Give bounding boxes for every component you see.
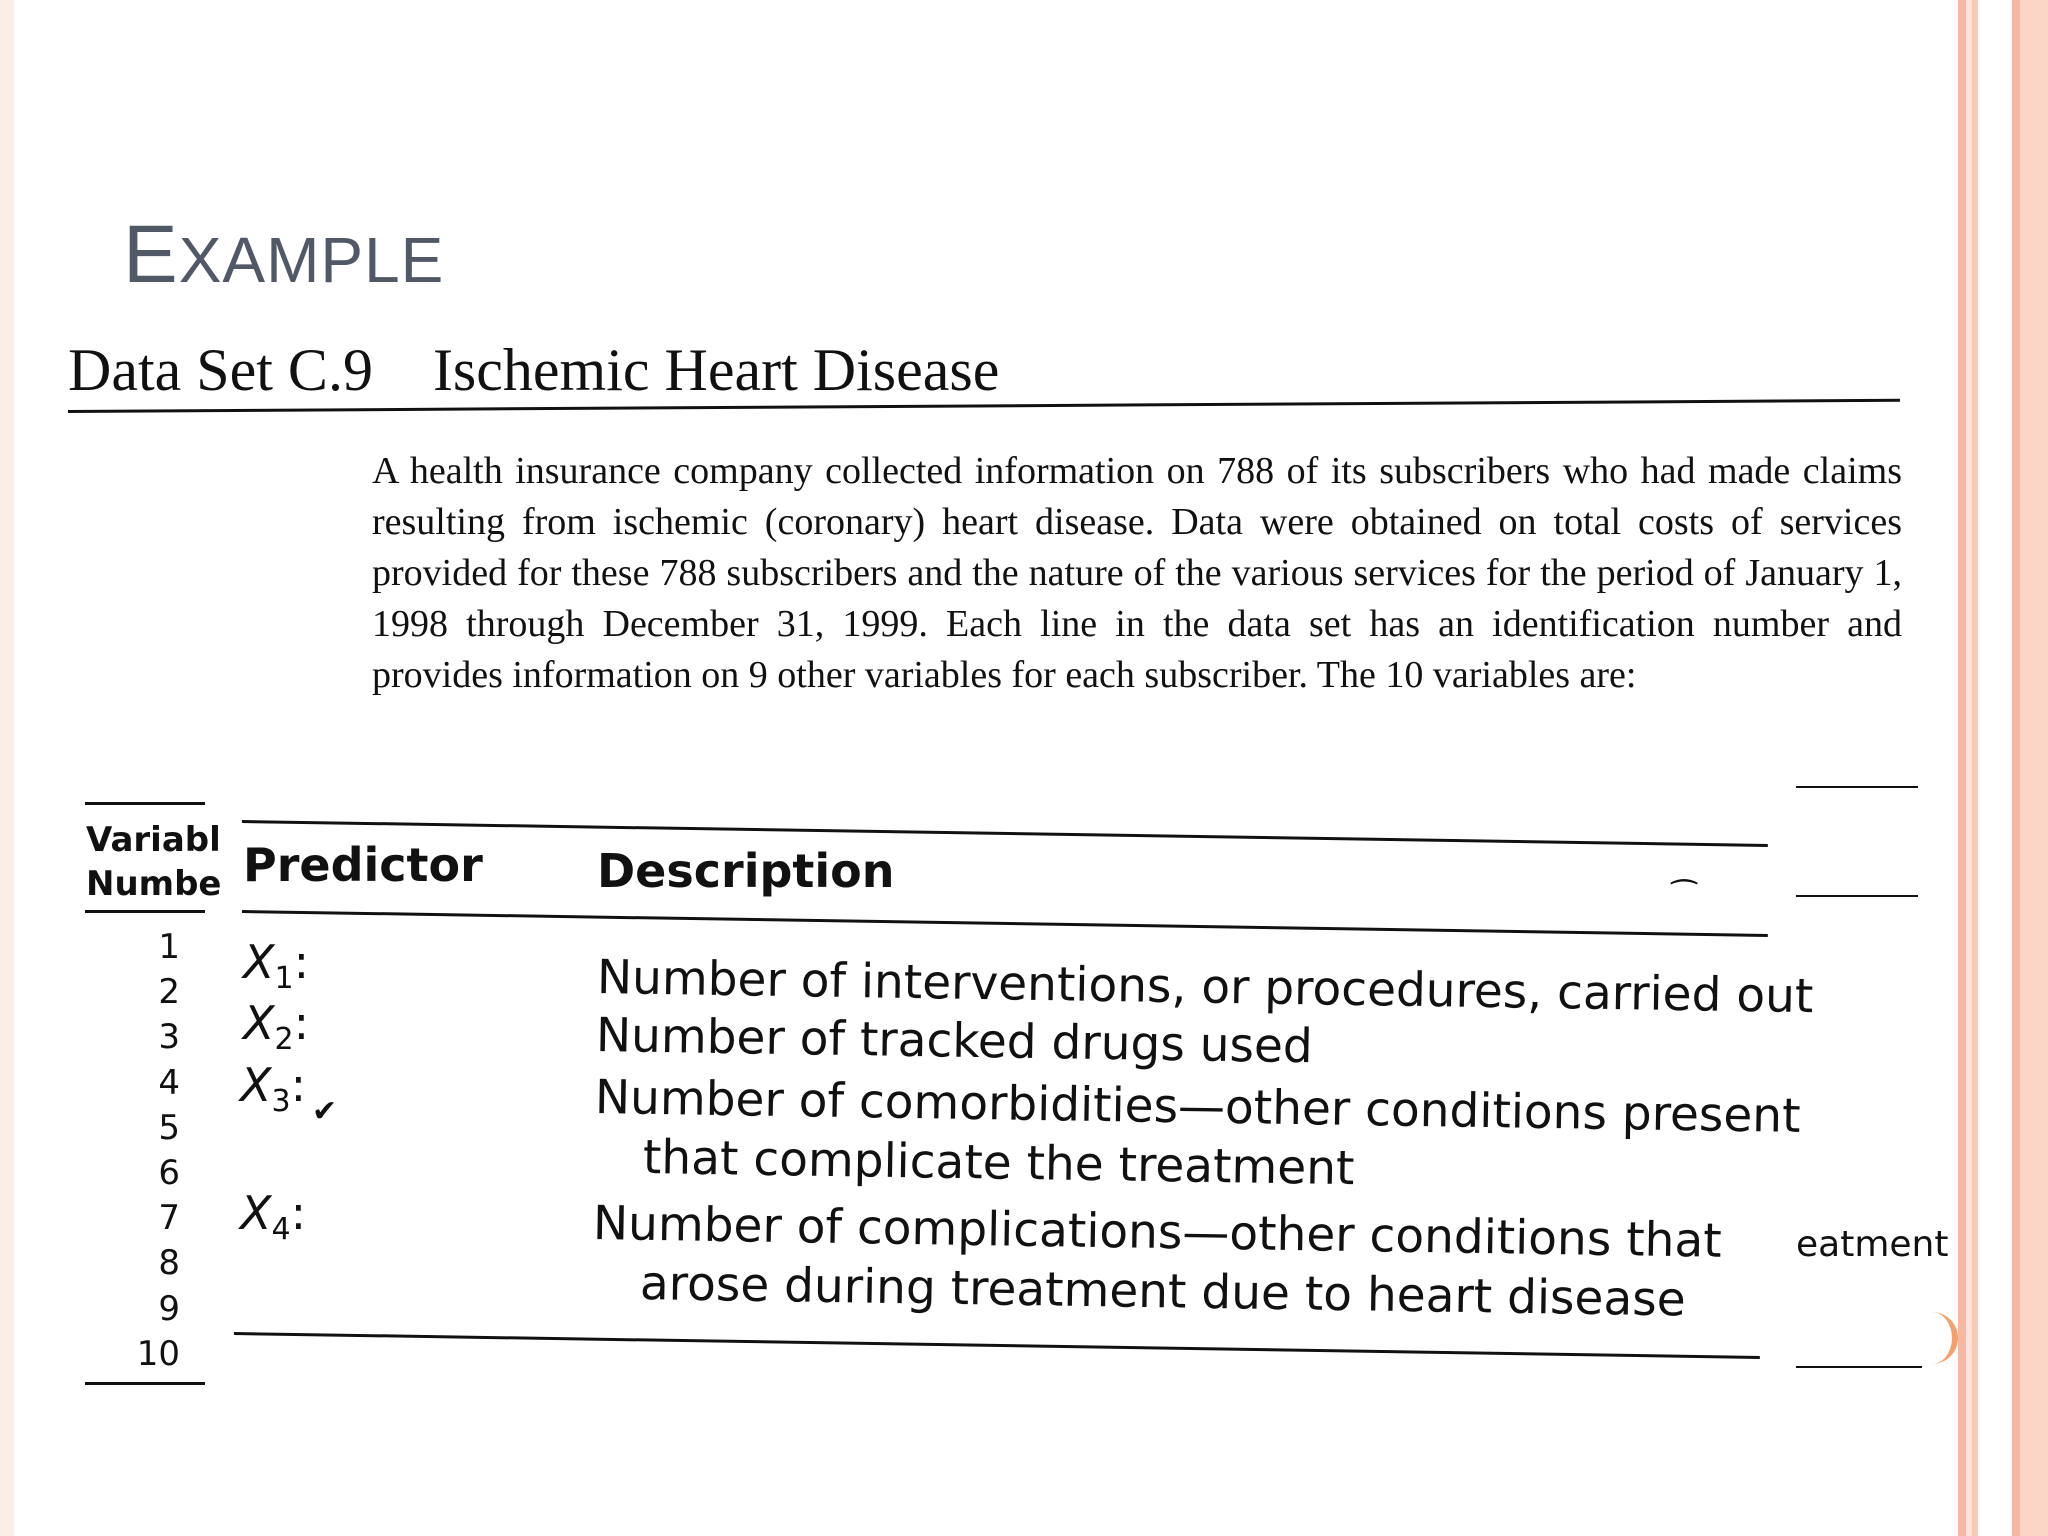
variable-number: 7 <box>158 1198 180 1239</box>
description-x3-cont: that complicate the treatment <box>642 1130 1355 1197</box>
header-rule <box>242 910 1768 937</box>
description-header: Description <box>597 844 895 898</box>
table-rule-bottom-right <box>1796 1366 1922 1368</box>
cropped-text-fragment: eatment <box>1796 1224 1949 1265</box>
variable-number: 2 <box>158 972 180 1013</box>
slide-left-edge <box>0 0 14 1536</box>
predictor-header: Predictor <box>243 838 483 892</box>
description-x4: Number of complications—other conditions that <box>592 1196 1723 1269</box>
variable-number: 6 <box>158 1152 180 1193</box>
table-rule-top-right <box>1796 786 1918 788</box>
description-x4-cont: arose during treatment due to heart disease <box>639 1256 1687 1328</box>
predictor-x1: $X_1$: <box>243 935 310 997</box>
description-x2: Number of tracked drugs used <box>595 1008 1314 1075</box>
decorative-arc <box>1926 1312 1958 1364</box>
variable-number-header: Variabl Numbe <box>86 820 222 904</box>
variable-number: 5 <box>158 1107 180 1148</box>
variable-number: 4 <box>158 1062 180 1103</box>
slide-border-stripe <box>1972 0 1978 1536</box>
dataset-label: Data Set C.9 <box>68 337 373 403</box>
table-rule-bottom-varcol <box>85 1382 205 1385</box>
dataset-heading <box>68 336 999 405</box>
variable-number: 9 <box>158 1288 180 1329</box>
dataset-name: Ischemic Heart Disease <box>432 337 1000 403</box>
description-x1: Number of interventions, or procedures, carried out <box>596 950 1814 1025</box>
intro-paragraph: A health insurance company collected information on 788 of its subscribers who had made claims resulting from ischemic (coronary) heart disease. Data were obtained on total costs of services provided for these 788 subscribers and the nature of the various services for the period of January 1, 1998 through December 31, 1999. Each line in the data set has an identification number and provides information on 9 other variables for each subscriber. The 10 variables are: <box>372 450 1902 696</box>
slide-title <box>123 208 444 302</box>
slide-title-initial: E <box>123 209 179 300</box>
variable-number: 8 <box>158 1243 180 1284</box>
predictor-x3: $X_3$: <box>240 1058 307 1120</box>
variable-number: 1 <box>158 927 180 967</box>
header-rule-right <box>1796 895 1918 897</box>
predictor-x2: $X_2$: <box>243 996 310 1058</box>
slide-title-rest: XAMPLE <box>178 224 445 296</box>
pen-mark: ✔ <box>312 1095 338 1128</box>
header-rule-varcol <box>85 910 205 913</box>
table-rule-bottom <box>234 1332 1760 1359</box>
description-x3: Number of comorbidities—other conditions present <box>594 1070 1801 1144</box>
table-rule-top-varcol <box>85 802 205 805</box>
slide-border-stripe <box>2020 0 2048 1536</box>
slide-border-stripe <box>1958 0 1966 1536</box>
predictor-x4: $X_4$: <box>240 1186 307 1248</box>
variable-number-column <box>120 925 180 1377</box>
variable-number: 10 <box>136 1333 180 1374</box>
slide-border-stripe <box>2012 0 2020 1536</box>
variable-number: 3 <box>158 1017 180 1058</box>
stray-mark: ⁀ <box>1672 881 1697 914</box>
